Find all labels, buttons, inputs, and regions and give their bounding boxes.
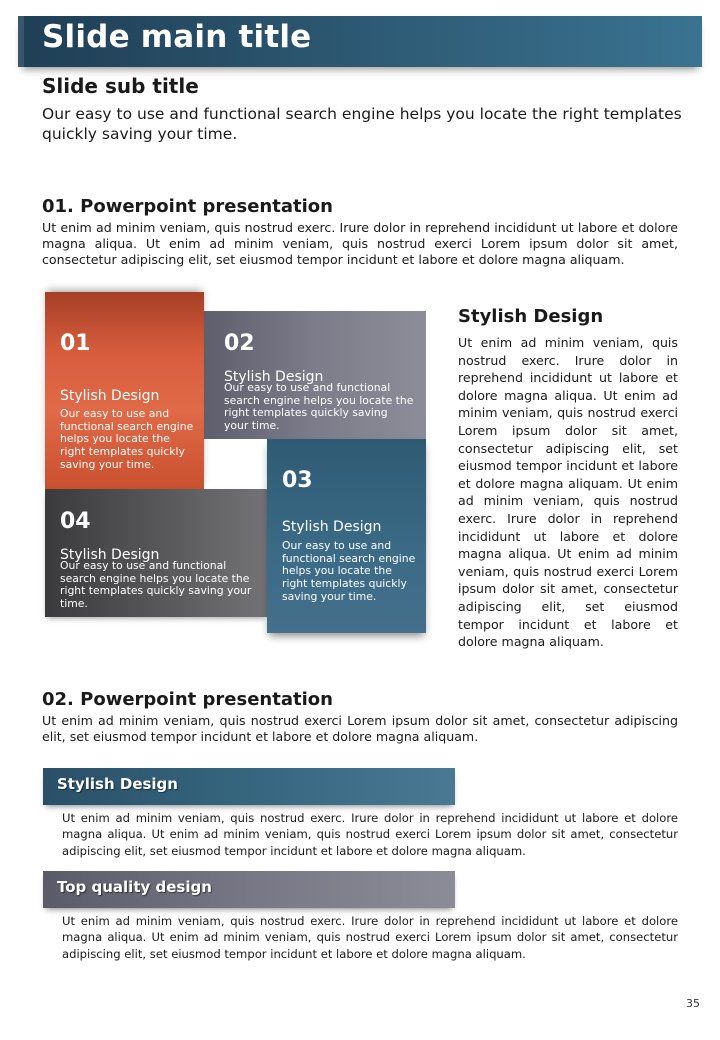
section1-text: Ut enim ad minim veniam, quis nostrud exerc. Irure dolor in reprehend incididunt ut labore et dolore magna aliqua. Ut enim ad minim veniam, quis nostrud exerci Lorem ipsum dolor sit amet, consectetur adipiscing elit, set eiusmod tempor incidunt et labore et dolore magna aliquam.: [42, 220, 678, 267]
top-quality-design-bar: [43, 871, 455, 908]
section2-heading: 02. Powerpoint presentation: [42, 689, 333, 710]
stylish-design-bar: [43, 768, 455, 805]
bar-label: Top quality design: [57, 878, 212, 896]
bar2-text: Ut enim ad minim veniam, quis nostrud exerc. Irure dolor in reprehend incididunt ut labore et dolore magna aliqua. Ut enim ad minim veniam, quis nostrud exerci Lorem ipsum dolor sit amet, consectetur adipiscing elit, set eiusmod tempor incidunt et labore et dolore magna aliquam.: [62, 914, 678, 961]
tile-01: [45, 292, 204, 490]
tile-text: Our easy to use and functional search engine helps you locate the right templates quickly saving your time.: [60, 407, 194, 471]
tile-text: Our easy to use and functional search engine helps you locate the right templates quickly saving your time.: [60, 559, 252, 611]
tile-title: Stylish Design: [60, 388, 160, 404]
tile-number: 02: [224, 331, 255, 356]
tile-number: 04: [60, 509, 91, 534]
tile-03: [267, 439, 426, 633]
bar1-text: Ut enim ad minim veniam, quis nostrud exerc. Irure dolor in reprehend incididunt ut labore et dolore magna aliqua. Ut enim ad minim veniam, quis nostrud exerci Lorem ipsum dolor sit amet, consectetur adipiscing elit, set eiusmod tempor incidunt et labore et dolore magna aliquam.: [62, 811, 678, 858]
side-heading: Stylish Design: [458, 306, 604, 327]
tile-title: Stylish Design: [60, 547, 160, 563]
page-title: Slide main title: [42, 19, 312, 55]
intro-text: Our easy to use and functional search engine helps you locate the right templates quickly saving your time.: [42, 105, 682, 143]
tile-number: 01: [60, 331, 91, 356]
tile-title: Stylish Design: [224, 369, 324, 385]
page-subtitle: Slide sub title: [42, 74, 199, 98]
tile-04: [45, 489, 267, 617]
side-text: Ut enim ad minim veniam, quis nostrud exerc. Irure dolor in reprehend incididunt ut labore et dolore magna aliqua. Ut enim ad minim veniam, quis nostrud exerci Lorem ipsum dolor sit amet, consectetur adipiscing elit, set eiusmod tempor incidunt et labore et dolore magna aliquam. Ut enim ad minim veniam, quis nostrud exerc. Irure dolor in reprehend incididunt ut labore et dolore magna aliqua. Ut enim ad minim veniam, quis nostrud exerci Lorem ipsum dolor sit amet, consectetur adipiscing elit, set eiusmod tempor incidunt et labore et dolore magna aliquam.: [458, 335, 678, 650]
tile-02: [204, 311, 426, 439]
tile-text: Our easy to use and functional search engine helps you locate the right templates quickly saving your time.: [224, 381, 414, 433]
tile-title: Stylish Design: [282, 519, 382, 535]
bar-label: Stylish Design: [57, 775, 178, 793]
section1-heading: 01. Powerpoint presentation: [42, 196, 333, 217]
section2-text: Ut enim ad minim veniam, quis nostrud exerci Lorem ipsum dolor sit amet, consectetur adipiscing elit, set eiusmod tempor incidunt et labore et dolore magna aliquam.: [42, 713, 678, 744]
tile-text: Our easy to use and functional search engine helps you locate the right templates quickly saving your time.: [282, 539, 416, 603]
tile-number: 03: [282, 468, 313, 493]
page-number: 35: [686, 997, 700, 1010]
